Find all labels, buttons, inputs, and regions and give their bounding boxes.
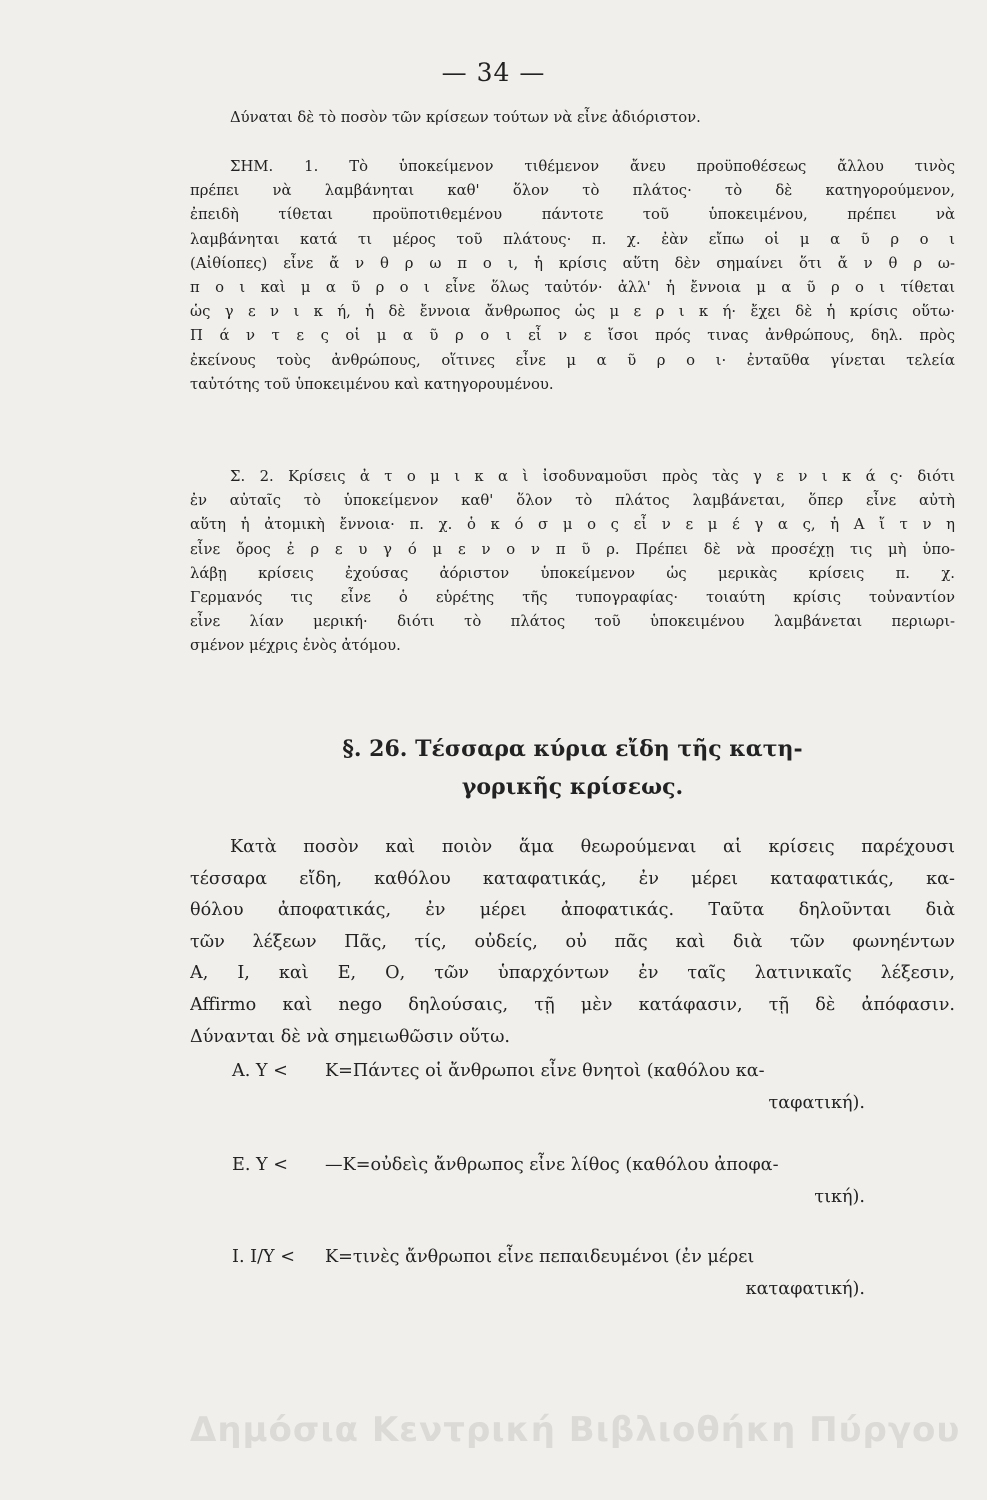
example-text: Κ=τινὲς ἄνθρωποι εἶνε πεπαιδευμένοι (ἐν μέρει [325, 1247, 755, 1267]
note-1-line: πρέπει νὰ λαμβάνηται καθ' ὅλον τὸ πλάτος· τὸ δὲ κατηγορούμενον, [190, 182, 955, 200]
example-i [190, 1242, 955, 1305]
library-watermark: Δημόσια Κεντρική Βιβλιοθήκη Πύργου [190, 1410, 961, 1450]
intro-paragraph [190, 106, 955, 130]
note-2-line: αὕτη ἡ ἀτομικὴ ἔννοια· π. χ. ὁ κ ό σ μ ο ς εἶ ν ε μ έ γ α ς, ἡ Α ἴ τ ν η [190, 516, 955, 534]
example-continuation: ταφατική). [768, 1092, 865, 1113]
example-label: Ε. Υ < [232, 1155, 288, 1175]
note-2-line: εἶνε λίαν μερική· διότι τὸ πλάτος τοῦ ὑποκειμένου λαμβάνεται περιωρι- [190, 613, 955, 631]
example-text: Κ=Πάντες οἱ ἄνθρωποι εἶνε θνητοὶ (καθόλου κα- [325, 1061, 765, 1081]
note-1-line: Π ά ν τ ε ς οἱ μ α ῦ ρ ο ι εἶ ν ε ἴσοι πρός τινας ἀνθρώπους, δηλ. πρὸς [190, 327, 955, 345]
note-1-line: ΣΗΜ. 1. Τὸ ὑποκείμενον τιθέμενον ἄνευ προϋποθέσεως ἄλλου τινὸς [230, 158, 955, 175]
example-continuation: τική). [814, 1186, 865, 1207]
note-1-line: ἐπειδὴ τίθεται προϋποτιθεμένου πάντοτε τοῦ ὑποκειμένου, πρέπει νὰ [190, 206, 955, 224]
note-1-line: ταὐτότης τοῦ ὑποκειμένου καὶ κατηγορουμένου. [190, 375, 554, 393]
section-line: θόλου ἀποφατικάς, ἐν μέρει ἀποφατικάς. Ταῦτα δηλοῦνται διὰ [190, 900, 955, 921]
example-a [190, 1056, 955, 1119]
section-heading [190, 730, 955, 806]
section-line: τῶν λέξεων Πᾶς, τίς, οὐδείς, οὐ πᾶς καὶ διὰ τῶν φωνηέντων [190, 931, 955, 952]
note-1-line: λαμβάνηται κατά τι μέρος τοῦ πλάτους· π. χ. ἐὰν εἴπω οἱ μ α ῦ ρ ο ι [190, 230, 955, 248]
note-1-line: ἐκείνους τοὺς ἀνθρώπους, οἵτινες εἶνε μ α ῦ ρ ο ι· ἐνταῦθα γίνεται τελεία [190, 351, 955, 369]
note-2-line: Σ. 2. Κρίσεις ἀ τ ο μ ι κ α ὶ ἰσοδυναμοῦσι πρὸς τὰς γ ε ν ι κ ά ς· διότι [230, 468, 955, 485]
example-label: Ι. I/Υ < [232, 1247, 295, 1267]
example-label: Α. Υ < [232, 1061, 288, 1081]
section-line: Κατὰ ποσὸν καὶ ποιὸν ἅμα θεωρούμεναι αἱ κρίσεις παρέχουσι [230, 837, 955, 857]
note-2-line: ἐν αὐταῖς τὸ ὑποκείμενον καθ' ὅλον τὸ πλάτος λαμβάνεται, ὅπερ εἶνε αὐτὴ [190, 492, 955, 510]
page-number: — 34 — [441, 58, 546, 87]
example-text: —Κ=οὐδεὶς ἄνθρωπος εἶνε λίθος (καθόλου ἀποφα- [325, 1155, 779, 1175]
section-line: Δύνανται δὲ νὰ σημειωθῶσιν οὕτω. [190, 1026, 511, 1047]
note-1-line: ὡς γ ε ν ι κ ή, ἡ δὲ ἔννοια ἄνθρωπος ὡς μ ε ρ ι κ ή· ἔχει δὲ ἡ κρίσις οὕτω· [190, 303, 955, 321]
note-2-line: σμένον μέχρις ἑνὸς ἀτόμου. [190, 637, 401, 655]
example-e [190, 1150, 955, 1213]
section-heading-line: §. 26. Τέσσαρα κύρια εἴδη τῆς κατη- [342, 736, 803, 762]
example-continuation: καταφατική). [745, 1278, 865, 1299]
note-1 [190, 155, 955, 397]
note-2-line: εἶνε ὄρος ἐ ρ ε υ γ ό μ ε ν ο ν π ῦ ρ. Πρέπει δὲ νὰ προσέχῃ τις μὴ ὑπο- [190, 540, 955, 558]
section-line: τέσσαρα εἴδη, καθόλου καταφατικάς, ἐν μέρει καταφατικάς, κα- [190, 868, 955, 889]
section-line: Affirmo καὶ nego δηλούσαις, τῇ μὲν κατάφασιν, τῇ δὲ ἀπόφασιν. [190, 994, 955, 1015]
note-2 [190, 465, 955, 659]
section-line: Α, Ι, καὶ Ε, Ο, τῶν ὑπαρχόντων ἐν ταῖς λατινικαῖς λέξεσιν, [190, 963, 955, 984]
note-1-line: (Αἰθίοπες) εἶνε ἄ ν θ ρ ω π ο ι, ἡ κρίσις αὕτη δὲν σημαίνει ὅτι ἄ ν θ ρ ω- [190, 254, 955, 272]
intro-line: Δύναται δὲ τὸ ποσὸν τῶν κρίσεων τούτων νὰ εἶνε ἀδιόριστον. [230, 109, 701, 126]
section-heading-line: γορικῆς κρίσεως. [461, 774, 684, 800]
section-paragraph [190, 832, 955, 1053]
note-2-line: λάβῃ κρίσεις ἐχούσας ἀόριστον ὑποκείμενον ὡς μερικὰς κρίσεις π. χ. [190, 564, 955, 582]
note-1-line: π ο ι καὶ μ α ῦ ρ ο ι εἶνε ὅλως ταὐτόν· ἀλλ' ἡ ἔννοια μ α ῦ ρ ο ι τίθεται [190, 279, 955, 297]
note-2-line: Γερμανός τις εἶνε ὁ εὑρέτης τῆς τυπογραφίας· τοιαύτη κρίσις τοὐναντίον [190, 589, 955, 607]
